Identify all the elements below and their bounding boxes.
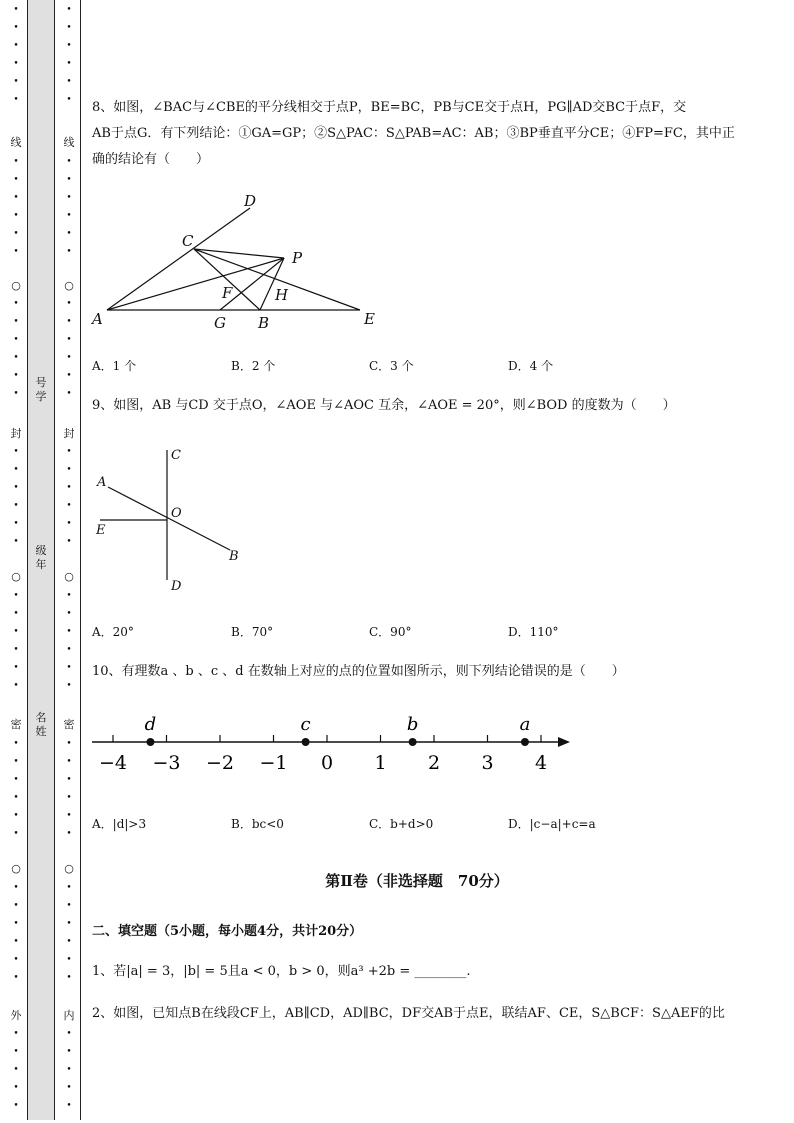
dots: • • • • • • — [66, 447, 72, 547]
field-label-student-number — [34, 376, 48, 404]
margin-border-line — [80, 0, 81, 1120]
axis-tick-label: 2 — [427, 752, 441, 774]
line-AB — [108, 487, 230, 550]
q8-line1: 8、如图，∠BAC与∠CBE的平分线相交于点P，BE=BC，PB与CE交于点H，PG∥AD交BC于点F，交 — [92, 100, 687, 115]
q8-option-d: D．4 个 — [508, 359, 554, 373]
dots: • • • • • • — [13, 299, 19, 399]
inner-mark-circle: ○ — [64, 279, 74, 292]
axis-tick-label: 0 — [320, 752, 334, 774]
dots: • • • • • • — [66, 591, 72, 691]
axis-tick-label: −4 — [98, 752, 128, 774]
q10-number-line — [88, 708, 578, 780]
dots: • • • • • • — [13, 5, 19, 105]
dots: • • • • • • — [13, 447, 19, 547]
q9-option-a: A．20° — [92, 625, 134, 639]
q8-option-c: C．3 个 — [369, 359, 414, 373]
q8-figure — [88, 188, 388, 338]
fill-question-2: 2、如图，已知点B在线段CF上，AB∥CD，AD∥BC，DF交AB于点E，联结AF、CE，S△BCF：S△AEF的比 — [92, 1006, 725, 1021]
line-AP — [107, 258, 284, 310]
q10-option-c: C．b+d>0 — [369, 817, 434, 831]
dots: • • • • • — [13, 1029, 19, 1111]
axis-tick-label: −2 — [205, 752, 235, 774]
label-O: O — [171, 506, 182, 521]
field-label-char: 号 — [35, 376, 47, 389]
label-A: A — [92, 310, 103, 328]
label-E: E — [96, 523, 106, 538]
dots: • • • • • • — [66, 157, 72, 257]
fill-question-1: 1、若|a| = 3，|b| = 5且a < 0，b > 0，则a³ +2b = ________. — [92, 964, 471, 979]
axis-tick-label: 4 — [534, 752, 548, 774]
label-D: D — [171, 579, 182, 594]
q9-option-b: B．70° — [231, 625, 274, 639]
q8-line2: AB于点G．有下列结论：①GA=GP；②S△PAC：S△PAB=AC：AB；③BP垂直平分CE；④FP=FC，其中正 — [92, 126, 735, 141]
q8-option-b: B．2 个 — [231, 359, 276, 373]
section2-title: 二、填空题（5小题，每小题4分，共计20分） — [92, 924, 363, 939]
q10-option-a: A．|d|>3 — [92, 817, 147, 831]
dots: • • • • • • — [13, 739, 19, 839]
axis-tick-label: −1 — [259, 752, 288, 774]
dots: • • • • • • — [13, 157, 19, 257]
label-C: C — [182, 232, 194, 250]
inner-mark-feng: 封 — [63, 427, 75, 440]
field-label-char: 名 — [35, 711, 47, 724]
q10-text: 10、有理数a 、b 、c 、d 在数轴上对应的点的位置如图所示，则下列结论错误的是（ ） — [92, 664, 625, 679]
point-c — [302, 738, 310, 746]
q10-option-d: D．|c−a|+c=a — [508, 817, 596, 831]
outer-mark-xian: 线 — [10, 136, 22, 149]
dots: • • • • • • — [13, 591, 19, 691]
outer-mark-circle: ○ — [11, 862, 21, 875]
label-F: F — [222, 284, 233, 302]
dots: • • • • • • — [66, 299, 72, 399]
inner-mark-circle: ○ — [64, 862, 74, 875]
q8-option-a: A．1 个 — [92, 359, 137, 373]
outer-mark-feng: 封 — [10, 427, 22, 440]
field-label-char: 年 — [35, 558, 47, 571]
axis-tick-label: −3 — [152, 752, 181, 774]
inner-mark-circle: ○ — [64, 570, 74, 583]
point-label-b: b — [406, 714, 419, 735]
q9-option-d: D．110° — [508, 625, 559, 639]
inner-mark-nei: 内 — [63, 1009, 75, 1022]
q9-text: 9、如图，AB 与CD 交于点O，∠AOE 与∠AOC 互余，∠AOE = 20°，则∠BOD 的度数为（ ） — [92, 398, 676, 413]
label-A: A — [97, 475, 107, 490]
dots: • • • • • — [66, 1029, 72, 1111]
dots: • • • • • • — [13, 883, 19, 983]
outer-mark-circle: ○ — [11, 279, 21, 292]
dots: • • • • • • — [66, 739, 72, 839]
label-B: B — [229, 549, 239, 564]
label-D: D — [244, 192, 257, 210]
label-E: E — [364, 310, 375, 328]
field-label-char: 级 — [35, 544, 47, 557]
q8-line3: 确的结论有（ ） — [92, 152, 210, 167]
q9-figure — [90, 444, 250, 594]
inner-mark-xian: 线 — [63, 136, 75, 149]
label-C: C — [171, 448, 181, 463]
point-label-d: d — [144, 714, 157, 735]
axis-tick-label: 1 — [374, 752, 387, 774]
field-label-name — [34, 711, 48, 739]
point-label-c: c — [300, 714, 311, 735]
point-label-a: a — [519, 714, 531, 735]
field-label-char: 学 — [35, 390, 47, 403]
axis-tick-label: 3 — [481, 752, 494, 774]
label-G: G — [214, 314, 226, 332]
dots: • • • • • • — [66, 5, 72, 105]
label-H: H — [275, 286, 289, 304]
q10-option-b: B．bc<0 — [231, 817, 284, 831]
q9-option-c: C．90° — [369, 625, 412, 639]
outer-mark-mi: 密 — [10, 718, 22, 731]
field-label-grade — [34, 544, 48, 572]
point-d — [146, 738, 154, 746]
axis-arrow — [558, 737, 570, 747]
label-B: B — [258, 314, 270, 332]
dots: • • • • • • — [66, 883, 72, 983]
label-P: P — [292, 249, 303, 267]
inner-mark-mi: 密 — [63, 718, 75, 731]
outer-mark-circle: ○ — [11, 570, 21, 583]
point-b — [409, 738, 417, 746]
outer-mark-wai: 外 — [10, 1009, 22, 1022]
field-label-char: 姓 — [35, 725, 47, 738]
part2-title: 第Ⅱ卷（非选择题 70分） — [325, 872, 509, 890]
point-a — [521, 738, 529, 746]
